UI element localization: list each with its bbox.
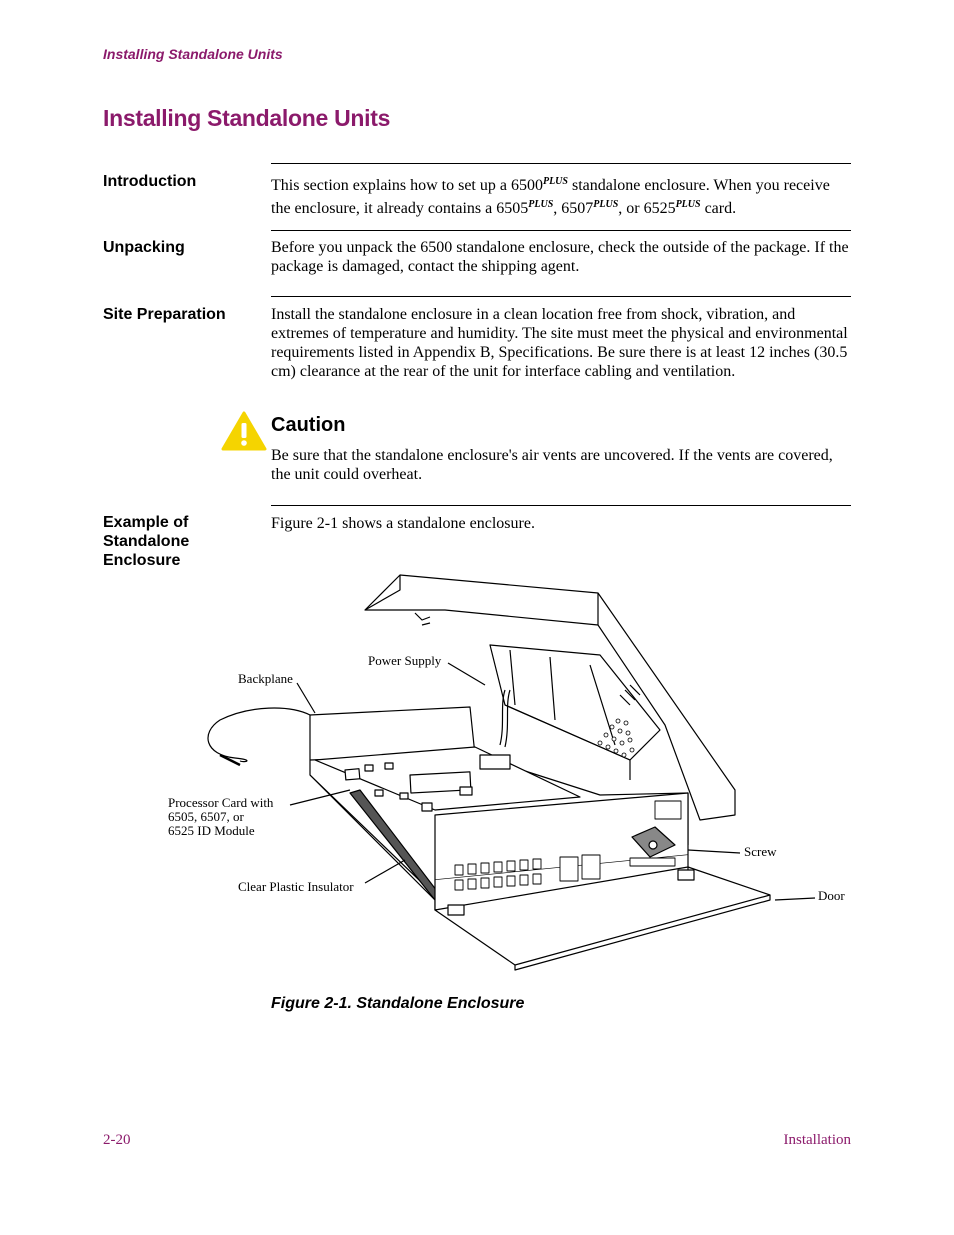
enclosure-figure [160, 565, 860, 990]
label-screw: Screw [744, 844, 777, 859]
unpacking-text: Before you unpack the 6500 standalone enclosure, check the outside of the package. If the package is damaged, contact the shipping agent. [271, 239, 849, 275]
label-door: Door [818, 888, 845, 903]
heading-site-preparation: Site Preparation [103, 306, 226, 323]
section-rule [271, 230, 851, 231]
heading-introduction: Introduction [103, 173, 197, 190]
section-rule [271, 505, 851, 506]
page-number: 2-20 [103, 1132, 131, 1148]
caution-text: Be sure that the standalone enclosure's air vents are uncovered. If the vents are covered, the unit could overheat. [271, 447, 833, 483]
chapter-name: Installation [783, 1132, 851, 1148]
running-header: Installing Standalone Units [103, 46, 283, 62]
caution-icon [221, 411, 267, 456]
figure-caption: Figure 2-1. Standalone Enclosure [271, 995, 525, 1012]
caution-title: Caution [271, 414, 346, 436]
section-rule [271, 163, 851, 164]
label-insulator: Clear Plastic Insulator [238, 879, 354, 894]
page-title: Installing Standalone Units [103, 105, 391, 131]
label-backplane: Backplane [238, 671, 293, 686]
introduction-text: This section explains how to set up a $6500^{PLUS}$ standalone enclosure. When you receive the enclosure, it already contains a $6505^{PLUS}$, $6507^{PLUS}$, or $6525^{PLUS}$ card. [271, 176, 830, 217]
example-text: Figure 2-1 shows a standalone enclosure. [271, 515, 535, 532]
heading-unpacking: Unpacking [103, 239, 185, 256]
heading-example: Example of Standalone Enclosure [103, 514, 190, 569]
site-preparation-text: Install the standalone enclosure in a clean location free from shock, vibration, and extremes of temperature and humidity. The site must meet the physical and environmental requirements listed in Appendix B, Specifications. Be sure there is at least 12 inches (30.5 cm) clearance at the rear of the unit for interface cabling and ventilation. [271, 306, 848, 380]
label-processor-card: Processor Card with 6505, 6507, or 6525 ID Module [168, 795, 274, 838]
label-power-supply: Power Supply [368, 653, 442, 668]
section-rule [271, 296, 851, 297]
